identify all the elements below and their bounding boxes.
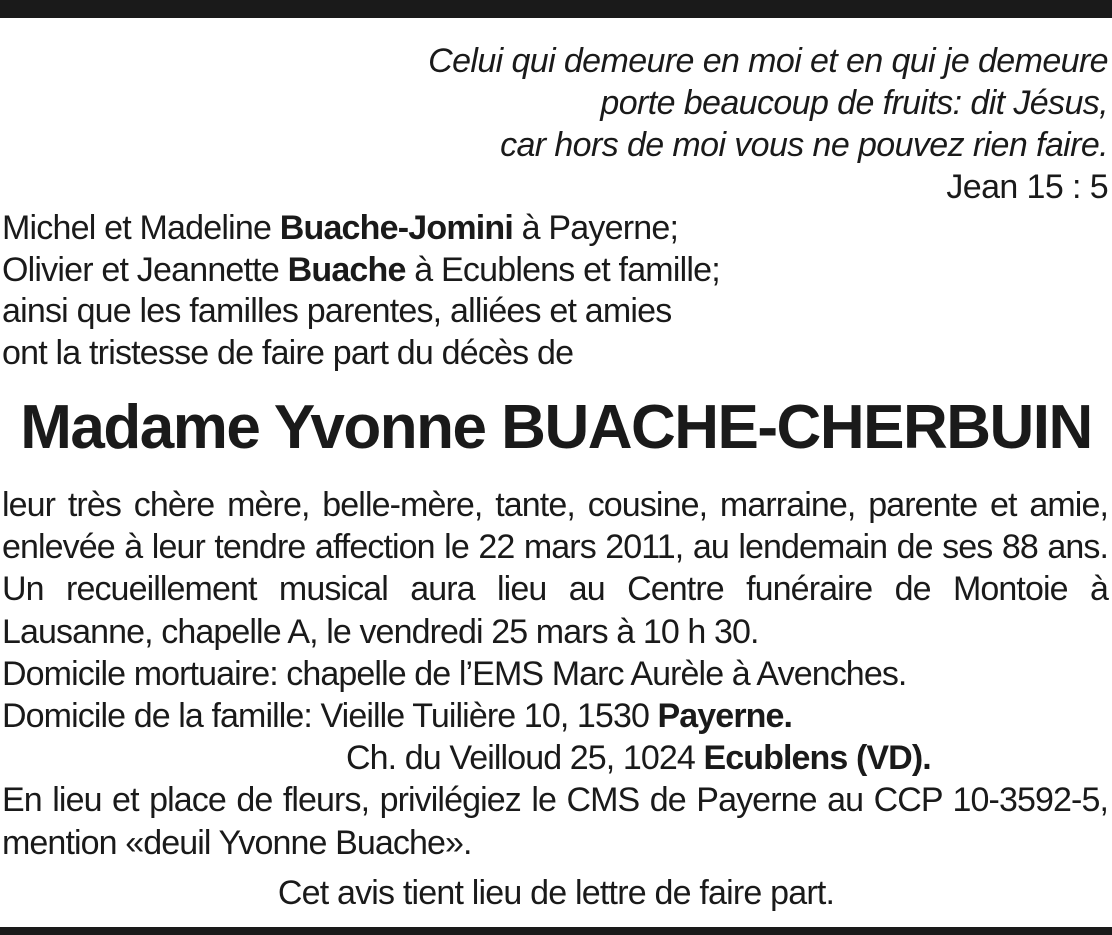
body-line-4: Lausanne, chapelle A, le vendredi 25 mars à 10 h 30.	[2, 612, 759, 651]
body-line-1: leur très chère mère, belle-mère, tante, cousine, marraine, parente et amie,	[2, 486, 1108, 524]
family-address-1-text: Domicile de la famille: Vieille Tuilière 10, 1530	[2, 697, 658, 736]
quote-line-1: Celui qui demeure en moi et en qui je demeure	[428, 42, 1108, 80]
family-address-1-city: Payerne.	[657, 697, 793, 736]
body-line-3: Un recueillement musical aura lieu au Centre funéraire de Montoie à	[2, 570, 1108, 609]
obituary-body	[2, 484, 1108, 864]
intro-line-2-text: Olivier et Jeannette	[2, 250, 288, 289]
family-name-2: Buache	[287, 250, 406, 289]
body-line-9: mention «deuil Yvonne Buache».	[2, 823, 472, 862]
intro-line-1	[2, 208, 720, 250]
body-line-5: Domicile mortuaire: chapelle de l’EMS Marc Aurèle à Avenches.	[2, 654, 907, 693]
intro-line-2	[2, 250, 720, 292]
intro-line-4: ont la tristesse de faire part du décès de	[2, 333, 574, 372]
intro-line-1-place: à Payerne;	[513, 209, 679, 247]
family-address-line-1	[2, 695, 1108, 737]
family-announcement	[2, 208, 720, 374]
body-line-2: enlevée à leur tendre affection le 22 mars 2011, au lendemain de ses 88 ans.	[2, 528, 1108, 567]
intro-line-3: ainsi que les familles parentes, alliées et amies	[2, 292, 672, 330]
body-line-8: En lieu et place de fleurs, privilégiez le CMS de Payerne au CCP 10-3592-5,	[2, 781, 1108, 820]
quote-line-3: car hors de moi vous ne pouvez rien faire.	[500, 126, 1108, 164]
quote-reference: Jean 15 : 5	[946, 168, 1108, 206]
family-address-2-city: Ecublens (VD).	[703, 739, 931, 778]
closing-note: Cet avis tient lieu de lettre de faire part.	[277, 874, 835, 912]
quote-line-2: porte beaucoup de fruits: dit Jésus,	[600, 84, 1108, 122]
intro-line-1-text: Michel et Madeline	[2, 209, 280, 247]
family-address-line-2	[2, 737, 1108, 779]
family-name-1: Buache-Jomini	[279, 209, 514, 247]
deceased-name: Madame Yvonne BUACHE-CHERBUIN	[20, 393, 1092, 462]
intro-line-2-place: à Ecublens et famille;	[405, 250, 720, 289]
top-border-rule	[0, 0, 1112, 18]
bible-quote	[428, 40, 1108, 208]
bottom-border-rule	[0, 927, 1112, 935]
family-address-2-text: Ch. du Veilloud 25, 1024	[346, 739, 704, 778]
